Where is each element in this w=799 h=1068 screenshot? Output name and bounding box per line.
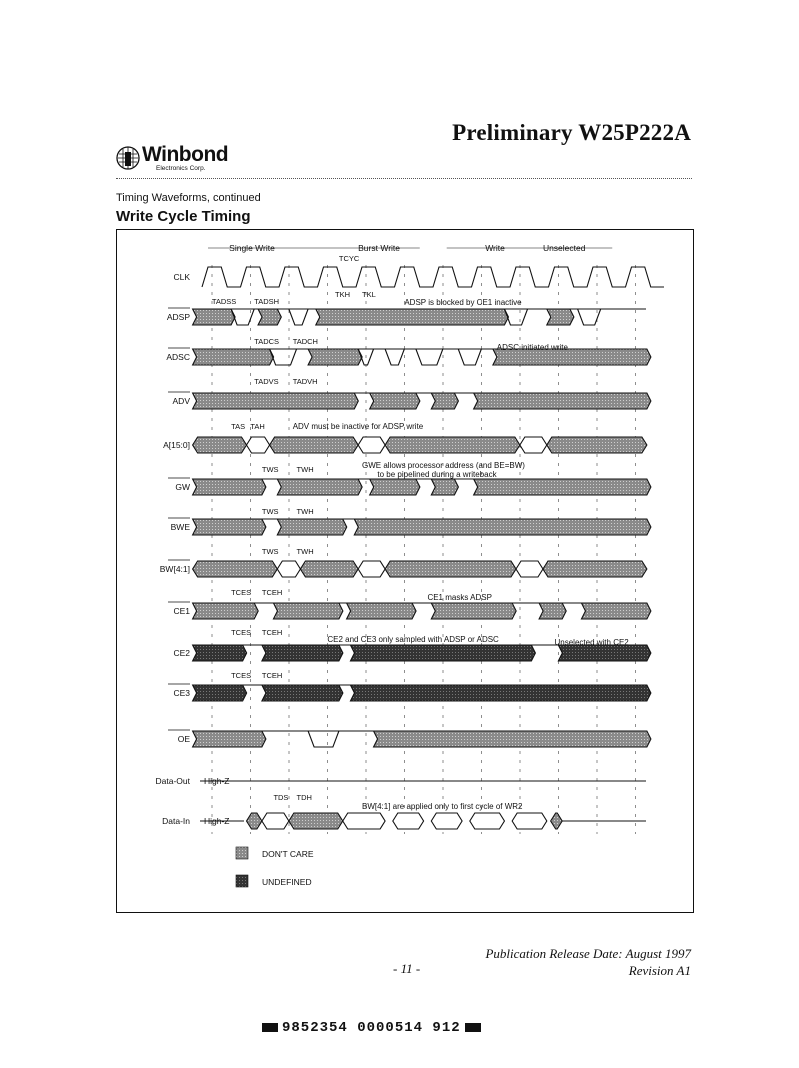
- bw-bus-segment: [358, 561, 385, 577]
- signal-label: BW[4:1]: [159, 564, 190, 574]
- data-in-bus-segment: [551, 813, 563, 829]
- timing-parameter-label: TWH: [296, 547, 314, 556]
- bwe-band: [354, 519, 651, 535]
- address-bus-segment: [270, 437, 359, 453]
- gw-band: [431, 479, 458, 495]
- signal-label: OE: [177, 734, 190, 744]
- adsp-low-pulse: [289, 309, 308, 325]
- logo-subtitle: Electronics Corp.: [156, 165, 206, 172]
- data-out-high-z-label: High-Z: [204, 776, 230, 786]
- bw-bus-segment: [543, 561, 647, 577]
- adsp-band: [547, 309, 574, 325]
- timing-annotation: ADV must be inactive for ADSP write: [292, 422, 424, 431]
- section-title: Write Cycle Timing: [116, 208, 251, 225]
- adv-band: [474, 393, 651, 409]
- ce1-band: [193, 603, 259, 619]
- bw-bus-segment: [277, 561, 300, 577]
- timing-parameter-label: TCEH: [261, 588, 283, 597]
- gw-band: [277, 479, 362, 495]
- signal-label: ADSC: [166, 352, 190, 362]
- signal-label: A[15:0]: [163, 440, 190, 450]
- adsc-low-pulse: [458, 349, 481, 365]
- section-subtitle: Timing Waveforms, continued: [116, 192, 261, 204]
- bwe-band: [193, 519, 266, 535]
- data-in-bus-segment: [262, 813, 289, 829]
- address-bus-segment: [385, 437, 520, 453]
- adsp-band: [193, 309, 236, 325]
- address-bus-segment: [358, 437, 385, 453]
- timing-annotation: ADSP is blocked by CE1 inactive: [404, 298, 522, 307]
- ce1-band: [273, 603, 342, 619]
- adv-band: [370, 393, 420, 409]
- timing-parameter-label: TKH: [335, 290, 351, 299]
- data-in-bus-segment: [512, 813, 547, 829]
- signal-label: Data-Out: [155, 776, 190, 786]
- bw-bus-segment: [300, 561, 358, 577]
- timing-parameter-label: TCYC: [338, 254, 360, 263]
- signal-label: Data-In: [162, 816, 190, 826]
- footer-release: [485, 945, 691, 979]
- timing-parameter-label: TWS: [261, 507, 279, 516]
- adv-band: [193, 393, 359, 409]
- address-bus-segment: [520, 437, 547, 453]
- ce1-band: [539, 603, 566, 619]
- timing-parameter-label: TCEH: [261, 671, 283, 680]
- timing-annotation: Unselected with CE2: [554, 638, 629, 647]
- adsp-low-pulse: [504, 309, 527, 325]
- bwe-band: [277, 519, 346, 535]
- timing-parameter-label: TADCS: [254, 337, 280, 346]
- adsp-band: [316, 309, 509, 325]
- data-in-bus-segment: [431, 813, 462, 829]
- signal-label: CLK: [173, 272, 190, 282]
- oe-band: [374, 731, 651, 747]
- adsc-low-pulse: [416, 349, 443, 365]
- legend-label: DON'T CARE: [262, 849, 314, 859]
- timing-parameter-label: TCES: [231, 588, 252, 597]
- bw-bus-segment: [193, 561, 278, 577]
- legend-label: UNDEFINED: [262, 877, 312, 887]
- data-in-bus-segment: [470, 813, 505, 829]
- timing-parameter-label: TDS: [273, 793, 289, 802]
- timing-parameter-label: TADCH: [292, 337, 318, 346]
- adv-band: [431, 393, 458, 409]
- data-in-bus-segment: [289, 813, 343, 829]
- barcode-block-icon: [262, 1023, 278, 1032]
- legend-swatch: [236, 847, 248, 859]
- phase-burst-write: Burst Write: [358, 243, 401, 253]
- gw-band: [370, 479, 420, 495]
- oe-band: [193, 731, 266, 747]
- signal-label: ADV: [172, 396, 190, 406]
- timing-parameter-label: TWH: [296, 507, 314, 516]
- timing-parameter-label: TADVH: [292, 377, 318, 386]
- bw-bus-segment: [516, 561, 543, 577]
- gw-band: [193, 479, 266, 495]
- timing-parameter-label: TADVS: [254, 377, 279, 386]
- signal-label: GW: [175, 482, 190, 492]
- winbond-globe-icon: [116, 145, 142, 171]
- data-in-bus-segment: [343, 813, 385, 829]
- signal-label: CE1: [173, 606, 190, 616]
- timing-annotation: CE1 masks ADSP: [427, 593, 492, 602]
- timing-annotation: BW[4:1] are applied only to first cycle of WR2: [362, 802, 523, 811]
- ce2-band: [350, 645, 535, 661]
- oe-low-pulse: [308, 731, 339, 747]
- ce3-band: [193, 685, 247, 701]
- write-cycle-timing-diagram: [116, 229, 694, 913]
- timing-parameter-label: TWS: [261, 465, 279, 474]
- signal-label: BWE: [170, 522, 190, 532]
- timing-parameter-label: TCES: [231, 671, 252, 680]
- ce1-band: [431, 603, 516, 619]
- ce2-band: [262, 645, 343, 661]
- page-number: - 11 -: [393, 961, 421, 976]
- data-in-high-z-label: High-Z: [204, 816, 230, 826]
- ce3-band: [262, 685, 343, 701]
- adsp-band: [258, 309, 281, 325]
- adsc-band: [193, 349, 274, 365]
- timing-parameter-label: TWH: [296, 465, 314, 474]
- release-date: Publication Release Date: August 1997: [485, 946, 691, 961]
- address-bus-segment: [193, 437, 247, 453]
- address-bus-segment: [247, 437, 270, 453]
- adsc-low-pulse: [385, 349, 404, 365]
- ce1-band: [347, 603, 416, 619]
- bw-bus-segment: [385, 561, 516, 577]
- logo-name: Winbond: [142, 143, 229, 166]
- ce1-band: [581, 603, 650, 619]
- timing-parameter-label: TADSS: [211, 297, 237, 306]
- barcode-block-icon: [465, 1023, 481, 1032]
- ce2-band: [558, 645, 651, 661]
- signal-label: ADSP: [166, 312, 190, 322]
- barcode: [258, 1020, 485, 1036]
- ce2-band: [193, 645, 247, 661]
- revision: Revision A1: [628, 963, 691, 978]
- phase-single-write: Single Write: [229, 243, 275, 253]
- timing-parameter-label: TCES: [231, 628, 252, 637]
- timing-parameter-label: TKL: [362, 290, 376, 299]
- timing-annotation: to be pipelined during a writeback: [377, 470, 497, 479]
- barcode-text: 9852354 0000514 912: [282, 1020, 461, 1036]
- clk-waveform: [202, 267, 664, 287]
- winbond-logo: [116, 143, 256, 173]
- header-rule: [116, 178, 692, 179]
- signal-label: CE2: [173, 648, 190, 658]
- address-bus-segment: [547, 437, 647, 453]
- timing-parameter-label: TAS: [231, 422, 246, 431]
- adsc-band: [308, 349, 362, 365]
- legend-swatch: [236, 875, 248, 887]
- ce3-band: [350, 685, 650, 701]
- timing-parameter-label: TADSH: [254, 297, 280, 306]
- timing-annotation: GWE allows processor address (and BE=BW): [362, 461, 525, 470]
- timing-parameter-label: TCEH: [261, 628, 283, 637]
- timing-annotation: ADSC initiated write: [496, 343, 568, 352]
- data-in-bus-segment: [393, 813, 424, 829]
- timing-parameter-label: TAH: [250, 422, 265, 431]
- phase-write: Write: [485, 243, 505, 253]
- timing-parameter-label: TDH: [296, 793, 312, 802]
- phase-unselected: Unselected: [542, 243, 586, 253]
- timing-annotation: CE2 and CE3 only sampled with ADSP or ADSC: [327, 635, 499, 644]
- signal-label: CE3: [173, 688, 190, 698]
- page-title: Preliminary W25P222A: [452, 120, 691, 145]
- data-in-bus-segment: [247, 813, 262, 829]
- gw-band: [474, 479, 651, 495]
- timing-parameter-label: TWS: [261, 547, 279, 556]
